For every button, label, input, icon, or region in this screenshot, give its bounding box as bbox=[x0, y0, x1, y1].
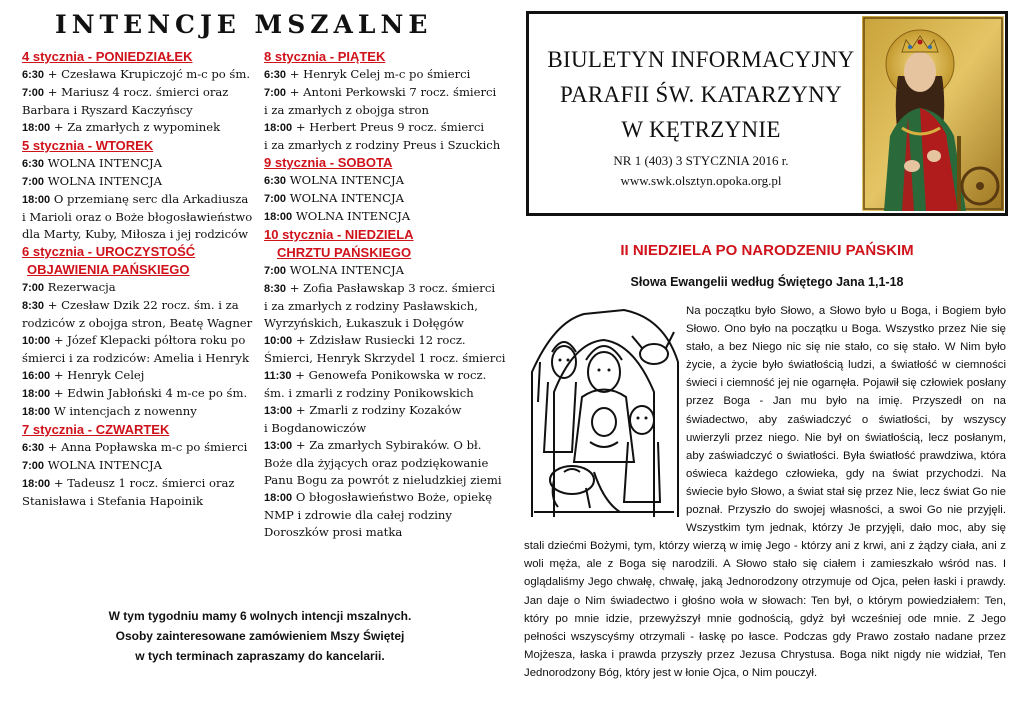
intention-line bbox=[22, 332, 262, 350]
intention-time: 6:30 bbox=[264, 175, 287, 187]
website: www.swk.olsztyn.opoka.org.pl bbox=[620, 173, 782, 188]
day-heading-continued: OBJAWIENIA PAŃSKIEGO bbox=[27, 262, 190, 277]
intention-line bbox=[264, 420, 514, 437]
intention-line bbox=[22, 475, 262, 493]
intention-text: WOLNA INTENCJA bbox=[286, 191, 404, 205]
intention-text: + Za zmarłych Sybiraków. O bł. bbox=[292, 438, 482, 452]
intention-text: Boże dla żyjących oraz podziękowanie bbox=[264, 456, 489, 470]
intention-line bbox=[22, 119, 262, 137]
intention-text: O błogosławieństwo Boże, opiekę bbox=[292, 490, 493, 504]
day-lines bbox=[22, 155, 262, 243]
gospel-text: Na początku było Słowo, a Słowo było u Boga, i Bogiem było Słowo. Ono było na początku u Boga. Wszystko przez Nie się stało, a bez Niego nic się nie stało, co się stało. W Nim było życie, a życie było światłością ludzi, a światłość w ciemności świeci i ciemność jej nie ogarnęła. Pojawił się człowiek posłany przez Boga - Jan mu było na imię. Przyszedł on na świadectwo, aby zaświadczyć o światłości, by wszyscy uwierzyli przez niego. Nie był on światłością, lecz posłanym, aby zaświadczyć o światłości. Była światłość prawdziwa, która oświeca każdego człowieka, gdy na świat przychodzi. Na świecie było Słowo, a świat stał się przez Nie, lecz świat Go nie poznał. Przyszło do swojej własności, a swoi Go nie przyjęli. Wszystkim tym jednak, którzy Je przyjęli, dało moc, aby się stali dziećmi Bożymi, tym, którzy wierzą w imię Jego - którzy ani z krwi, ani z żądzy ciała, ani z woli męża, ale z Boga się narodzili. A Słowo stało się ciałem i zamieszkało wśród nas. I oglądaliśmy Jego chwałę, chwałę, jaką Jednorodzony otrzymuje od Ojca, pełen łaski i prawdy. Jan daje o Nim świadectwo i głośno woła w słowach: Ten był, o którym powiedziałem: Ten, który po mnie idzie, przewyższył mnie godnością, gdyż był wcześniej ode mnie. Z Jego pełności wszyscyśmy otrzymali - łaskę po łasce. Podczas gdy Prawo zostało nadane przez Mojżesza, łaska i prawda przyszły przez Jezusa Chrystusa. Boga nikt nigdy nie widział, Ten Jednorodzony Bóg, który jest w łonie Ojca, o Nim pouczył. bbox=[524, 305, 1006, 679]
intention-time: 7:00 bbox=[264, 87, 287, 99]
gospel-reading bbox=[524, 302, 1006, 682]
intention-line bbox=[22, 84, 262, 102]
note-line: w tych terminach zapraszamy do kancelarii. bbox=[135, 649, 385, 663]
intentions-column-left bbox=[22, 48, 262, 510]
intention-text: i Marioli oraz o Boże błogosławieństwo bbox=[22, 210, 253, 224]
intention-text: + Herbert Preus 9 rocz. śmierci bbox=[292, 120, 485, 134]
intention-text: + Tadeusz 1 rocz. śmierci oraz bbox=[50, 476, 235, 490]
intention-line bbox=[22, 315, 262, 332]
intention-line bbox=[264, 190, 514, 208]
intention-text: Panu Bogu za powrót z nieludzkiej ziemi bbox=[264, 473, 502, 487]
intention-line bbox=[22, 367, 262, 385]
intention-line bbox=[264, 280, 514, 298]
intention-line bbox=[22, 403, 262, 421]
day-lines bbox=[22, 66, 262, 137]
intention-text: O przemianę serc dla Arkadiusza bbox=[50, 192, 249, 206]
day-heading: 5 stycznia - WTOREK bbox=[22, 138, 154, 153]
intention-line bbox=[264, 402, 514, 420]
intention-line bbox=[22, 66, 262, 84]
intention-time: 7:00 bbox=[264, 193, 287, 205]
day-heading-continued: CHRZTU PAŃSKIEGO bbox=[277, 245, 412, 260]
bulletin-title bbox=[543, 42, 859, 147]
intention-text: + Zmarli z rodziny Kozaków bbox=[292, 403, 462, 417]
note-line: Osoby zainteresowane zamówieniem Mszy Świętej bbox=[115, 629, 405, 643]
intention-line bbox=[264, 455, 514, 472]
intention-text: + Józef Klepacki półtora roku po bbox=[50, 333, 246, 347]
intention-text: + Zdzisław Rusiecki 12 rocz. bbox=[292, 333, 466, 347]
intention-text: śmierci i za rodziców: Amelia i Henryk bbox=[22, 351, 249, 365]
intention-line bbox=[22, 279, 262, 297]
day-heading: 4 stycznia - PONIEDZIAŁEK bbox=[22, 49, 193, 64]
intention-time: 16:00 bbox=[22, 370, 51, 382]
intention-time: 18:00 bbox=[22, 478, 51, 490]
issue-number: NR 1 (403) 3 STYCZNIA 2016 r. bbox=[613, 153, 789, 168]
intention-text: + Antoni Perkowski 7 rocz. śmierci bbox=[286, 85, 497, 99]
intention-time: 13:00 bbox=[264, 405, 293, 417]
intention-line bbox=[264, 315, 514, 332]
intention-time: 10:00 bbox=[264, 335, 293, 347]
intention-line bbox=[264, 66, 514, 84]
intention-time: 18:00 bbox=[264, 492, 293, 504]
intention-text: dla Marty, Kuby, Miłosza i jej rodziców bbox=[22, 227, 249, 241]
day-lines bbox=[264, 172, 514, 226]
intention-line bbox=[22, 173, 262, 191]
intention-text: WOLNA INTENCJA bbox=[286, 173, 404, 187]
bulletin-header-box bbox=[526, 11, 1008, 216]
intention-time: 8:30 bbox=[264, 283, 287, 295]
intention-line bbox=[264, 489, 514, 507]
intention-text: + Henryk Celej bbox=[50, 368, 145, 382]
intention-time: 13:00 bbox=[264, 440, 293, 452]
intention-line bbox=[22, 155, 262, 173]
gospel-title: Słowa Ewangelii według Świętego Jana 1,1-18 bbox=[630, 275, 904, 289]
intention-line bbox=[264, 119, 514, 137]
day-lines bbox=[22, 279, 262, 421]
intention-text: + Genowefa Ponikowska w rocz. bbox=[291, 368, 487, 382]
intention-text: NMP i zdrowie dla całej rodziny bbox=[264, 508, 452, 522]
intention-text: W intencjach z nowenny bbox=[50, 404, 197, 418]
intention-time: 7:00 bbox=[22, 176, 45, 188]
intention-line bbox=[22, 457, 262, 475]
intention-text: + Czesława Krupiczojć m-c po śm. bbox=[44, 67, 251, 81]
intention-time: 7:00 bbox=[22, 87, 45, 99]
intention-line bbox=[22, 493, 262, 510]
intention-time: 6:30 bbox=[22, 158, 45, 170]
intention-time: 18:00 bbox=[22, 406, 51, 418]
intention-line bbox=[22, 209, 262, 226]
intention-line bbox=[264, 298, 514, 315]
intention-text: WOLNA INTENCJA bbox=[44, 458, 162, 472]
intention-time: 8:30 bbox=[22, 300, 45, 312]
intention-text: + Anna Popławska m-c po śmierci bbox=[44, 440, 248, 454]
intention-text: rodziców z obojga stron, Beatę Wagner bbox=[22, 316, 253, 330]
intention-line bbox=[264, 350, 514, 367]
intention-time: 7:00 bbox=[22, 282, 45, 294]
intention-line bbox=[22, 385, 262, 403]
intention-time: 18:00 bbox=[22, 122, 51, 134]
intention-time: 18:00 bbox=[264, 211, 293, 223]
intention-text: + Za zmarłych z wypominek bbox=[50, 120, 221, 134]
intention-time: 18:00 bbox=[22, 194, 51, 206]
intention-line bbox=[264, 367, 514, 385]
day-heading: 6 stycznia - UROCZYSTOŚĆ bbox=[22, 244, 196, 259]
intention-line bbox=[22, 191, 262, 209]
intention-time: 7:00 bbox=[22, 460, 45, 472]
intention-time: 7:00 bbox=[264, 265, 287, 277]
intention-text: Doroszków prosi matka bbox=[264, 525, 403, 539]
intention-time: 6:30 bbox=[22, 442, 45, 454]
intention-text: i za zmarłych z obojga stron bbox=[264, 103, 429, 117]
intention-text: WOLNA INTENCJA bbox=[286, 263, 404, 277]
intention-line bbox=[22, 350, 262, 367]
intention-text: + Edwin Jabłoński 4 m-ce po śm. bbox=[50, 386, 248, 400]
intention-text: i Bogdanowiczów bbox=[264, 421, 367, 435]
intention-time: 10:00 bbox=[22, 335, 51, 347]
day-heading: 8 stycznia - PIĄTEK bbox=[264, 49, 386, 64]
bulletin-title-line: PARAFII ŚW. KATARZYNY bbox=[560, 82, 842, 107]
intention-text: WOLNA INTENCJA bbox=[292, 209, 411, 223]
day-heading: 7 stycznia - CZWARTEK bbox=[22, 422, 170, 437]
intention-text: WOLNA INTENCJA bbox=[44, 174, 162, 188]
intention-line bbox=[264, 102, 514, 119]
day-lines bbox=[264, 262, 514, 541]
intention-line bbox=[264, 172, 514, 190]
intention-text: i za zmarłych z rodziny Preus i Szuckich bbox=[264, 138, 501, 152]
day-heading: 9 stycznia - SOBOTA bbox=[264, 155, 393, 170]
intention-text: Rezerwacja bbox=[44, 280, 116, 294]
intention-text: Barbara i Ryszard Kaczyńscy bbox=[22, 103, 193, 117]
intention-line bbox=[264, 332, 514, 350]
intention-time: 18:00 bbox=[22, 388, 51, 400]
intention-line bbox=[264, 84, 514, 102]
intention-line bbox=[264, 524, 514, 541]
intention-line bbox=[22, 226, 262, 243]
intention-text: Stanisława i Stefania Hapoinik bbox=[22, 494, 203, 508]
nativity-illustration bbox=[524, 302, 682, 522]
note-line: W tym tygodniu mamy 6 wolnych intencji mszalnych. bbox=[108, 609, 412, 623]
intention-time: 6:30 bbox=[22, 69, 45, 81]
intention-line bbox=[264, 437, 514, 455]
intention-line bbox=[264, 385, 514, 402]
intention-line bbox=[22, 439, 262, 457]
intention-text: WOLNA INTENCJA bbox=[44, 156, 162, 170]
intention-text: + Czesław Dzik 22 rocz. śm. i za bbox=[44, 298, 239, 312]
intention-time: 6:30 bbox=[264, 69, 287, 81]
sunday-title: II NIEDZIELA PO NARODZENIU PAŃSKIM bbox=[620, 242, 914, 259]
intention-line bbox=[264, 472, 514, 489]
bulletin-title-line: BIULETYN INFORMACYJNY bbox=[547, 47, 855, 72]
intention-time: 18:00 bbox=[264, 122, 293, 134]
intention-text: śm. i zmarli z rodziny Ponikowskich bbox=[264, 386, 474, 400]
intention-line bbox=[264, 208, 514, 226]
intention-text: i za zmarłych z rodziny Pasławskich, bbox=[264, 299, 478, 313]
saint-catherine-icon bbox=[862, 16, 1004, 211]
intention-text: + Mariusz 4 rocz. śmierci oraz bbox=[44, 85, 229, 99]
intention-line bbox=[264, 507, 514, 524]
intention-line bbox=[22, 102, 262, 119]
intention-text: Śmierci, Henryk Skrzydel 1 rocz. śmierci bbox=[264, 351, 506, 365]
page-title: INTENCJE MSZALNE bbox=[55, 10, 433, 39]
intention-text: + Zofia Pasławskap 3 rocz. śmierci bbox=[286, 281, 496, 295]
intention-line bbox=[22, 297, 262, 315]
free-intentions-note bbox=[40, 606, 480, 666]
bulletin-info bbox=[543, 151, 859, 191]
intention-text: Wyrzyńskich, Łukaszuk i Dołęgów bbox=[264, 316, 464, 330]
day-lines bbox=[22, 439, 262, 510]
intention-line bbox=[264, 262, 514, 280]
bulletin-title-line: W KĘTRZYNIE bbox=[621, 117, 781, 142]
intention-line bbox=[264, 137, 514, 154]
intention-text: + Henryk Celej m-c po śmierci bbox=[286, 67, 471, 81]
intentions-column-right bbox=[264, 48, 514, 541]
day-heading: 10 stycznia - NIEDZIELA bbox=[264, 227, 414, 242]
day-lines bbox=[264, 66, 514, 154]
intention-time: 11:30 bbox=[264, 370, 292, 382]
